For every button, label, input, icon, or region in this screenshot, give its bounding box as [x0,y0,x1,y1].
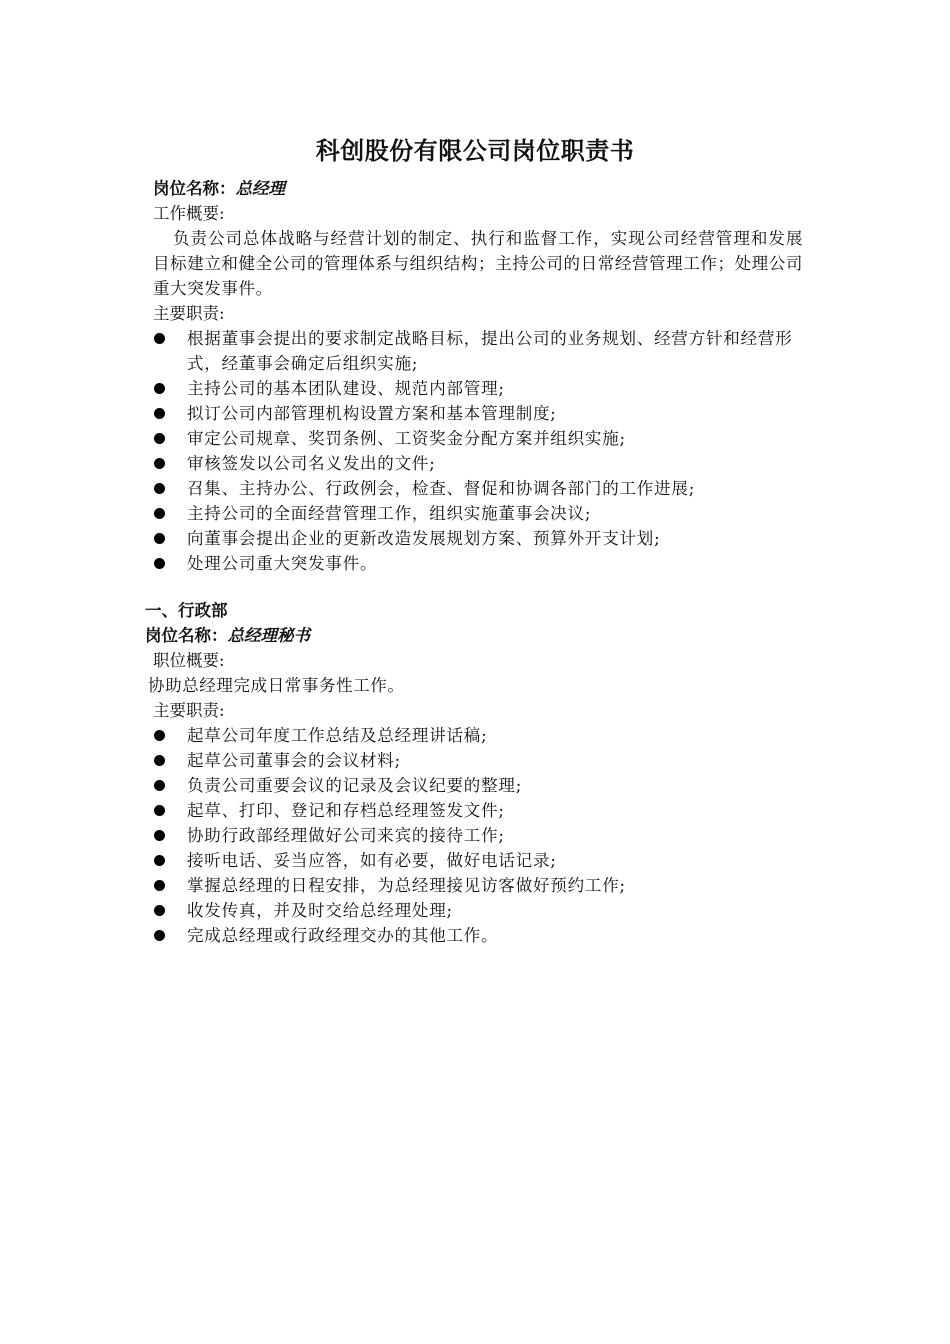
admin-duty-item [0,898,807,923]
bullet-icon [154,383,165,394]
admin-duty-item [0,748,807,773]
gm-position-line [0,176,950,201]
gm-duty-item [0,326,807,376]
bullet-icon [154,780,165,791]
admin-overview-text: 协助总经理完成日常事务性工作。 [148,676,405,695]
bullet-icon [154,730,165,741]
gm-position-value: 总经理 [235,179,285,198]
gm-duty-item [0,451,807,476]
bullet-icon [154,458,165,469]
gm-duty-text: 审核签发以公司名义发出的文件; [187,454,436,473]
admin-duty-item [0,848,807,873]
bullet-icon [154,755,165,766]
gm-duty-text: 主持公司的全面经营管理工作，组织实施董事会决议; [187,504,592,523]
admin-duty-item [0,823,807,848]
admin-duty-item [0,873,807,898]
admin-duty-item [0,773,807,798]
admin-duty-text: 负责公司重要会议的记录及会议纪要的整理; [187,776,523,795]
gm-duty-text: 拟订公司内部管理机构设置方案和基本管理制度; [187,404,557,423]
admin-duties-label: 主要职责: [153,701,225,720]
admin-position-line [0,623,950,648]
admin-duty-item [0,923,807,948]
bullet-icon [154,433,165,444]
bullet-icon [154,855,165,866]
admin-duty-text: 起草、打印、登记和存档总经理签发文件; [187,801,505,820]
bullet-icon [154,408,165,419]
bullet-icon [154,905,165,916]
gm-duty-text: 向董事会提出企业的更新改造发展规划方案、预算外开支计划; [187,529,661,548]
gm-duty-item [0,476,807,501]
admin-duty-item [0,798,807,823]
gm-overview-label: 工作概要: [153,204,225,223]
admin-overview-label: 职位概要: [153,651,225,670]
admin-duty-text: 起草公司年度工作总结及总经理讲话稿; [187,726,488,745]
gm-duty-text: 根据董事会提出的要求制定战略目标，提出公司的业务规划、经营方针和经营形式，经董事会确定后组织实施; [187,329,793,373]
admin-duty-text: 收发传真，并及时交给总经理处理; [187,901,453,920]
bullet-icon [154,930,165,941]
gm-duty-item [0,401,807,426]
document-title: 科创股份有限公司岗位职责书 [315,137,635,165]
admin-duties-list [0,723,950,948]
department-heading: 一、行政部 [145,601,228,620]
admin-duty-text: 起草公司董事会的会议材料; [187,751,401,770]
gm-duty-item [0,426,807,451]
admin-duty-text: 完成总经理或行政经理交办的其他工作。 [187,926,499,945]
admin-duty-text: 协助行政部经理做好公司来宾的接待工作; [187,826,505,845]
gm-duties-label: 主要职责: [153,304,225,323]
gm-duty-text: 召集、主持办公、行政例会，检查、督促和协调各部门的工作进展; [187,479,696,498]
gm-overview-text: 负责公司总体战略与经营计划的制定、执行和监督工作，实现公司经营管理和发展目标建立和健全公司的管理体系与组织结构；主持公司的日常经营管理工作；处理公司重大突发事件。 [153,229,803,298]
admin-duty-text: 接听电话、妥当应答，如有必要，做好电话记录; [187,851,557,870]
gm-duty-text: 处理公司重大突发事件。 [187,554,378,573]
admin-duty-item [0,723,807,748]
admin-duty-text: 掌握总经理的日程安排，为总经理接见访客做好预约工作; [187,876,626,895]
bullet-icon [154,508,165,519]
admin-section [0,598,950,948]
admin-position-value: 总经理秘书 [227,626,310,645]
gm-duty-text: 审定公司规章、奖罚条例、工资奖金分配方案并组织实施; [187,429,626,448]
bullet-icon [154,483,165,494]
gm-duty-item [0,376,807,401]
bullet-icon [154,333,165,344]
gm-position-label: 岗位名称： [153,179,236,198]
gm-duties-list [0,326,950,576]
gm-duty-text: 主持公司的基本团队建设、规范内部管理; [187,379,505,398]
bullet-icon [154,830,165,841]
gm-section [0,176,950,576]
bullet-icon [154,533,165,544]
gm-duty-item [0,526,807,551]
bullet-icon [154,880,165,891]
bullet-icon [154,805,165,816]
gm-duty-item [0,551,807,576]
admin-position-label: 岗位名称： [145,626,228,645]
gm-duty-item [0,501,807,526]
bullet-icon [154,558,165,569]
